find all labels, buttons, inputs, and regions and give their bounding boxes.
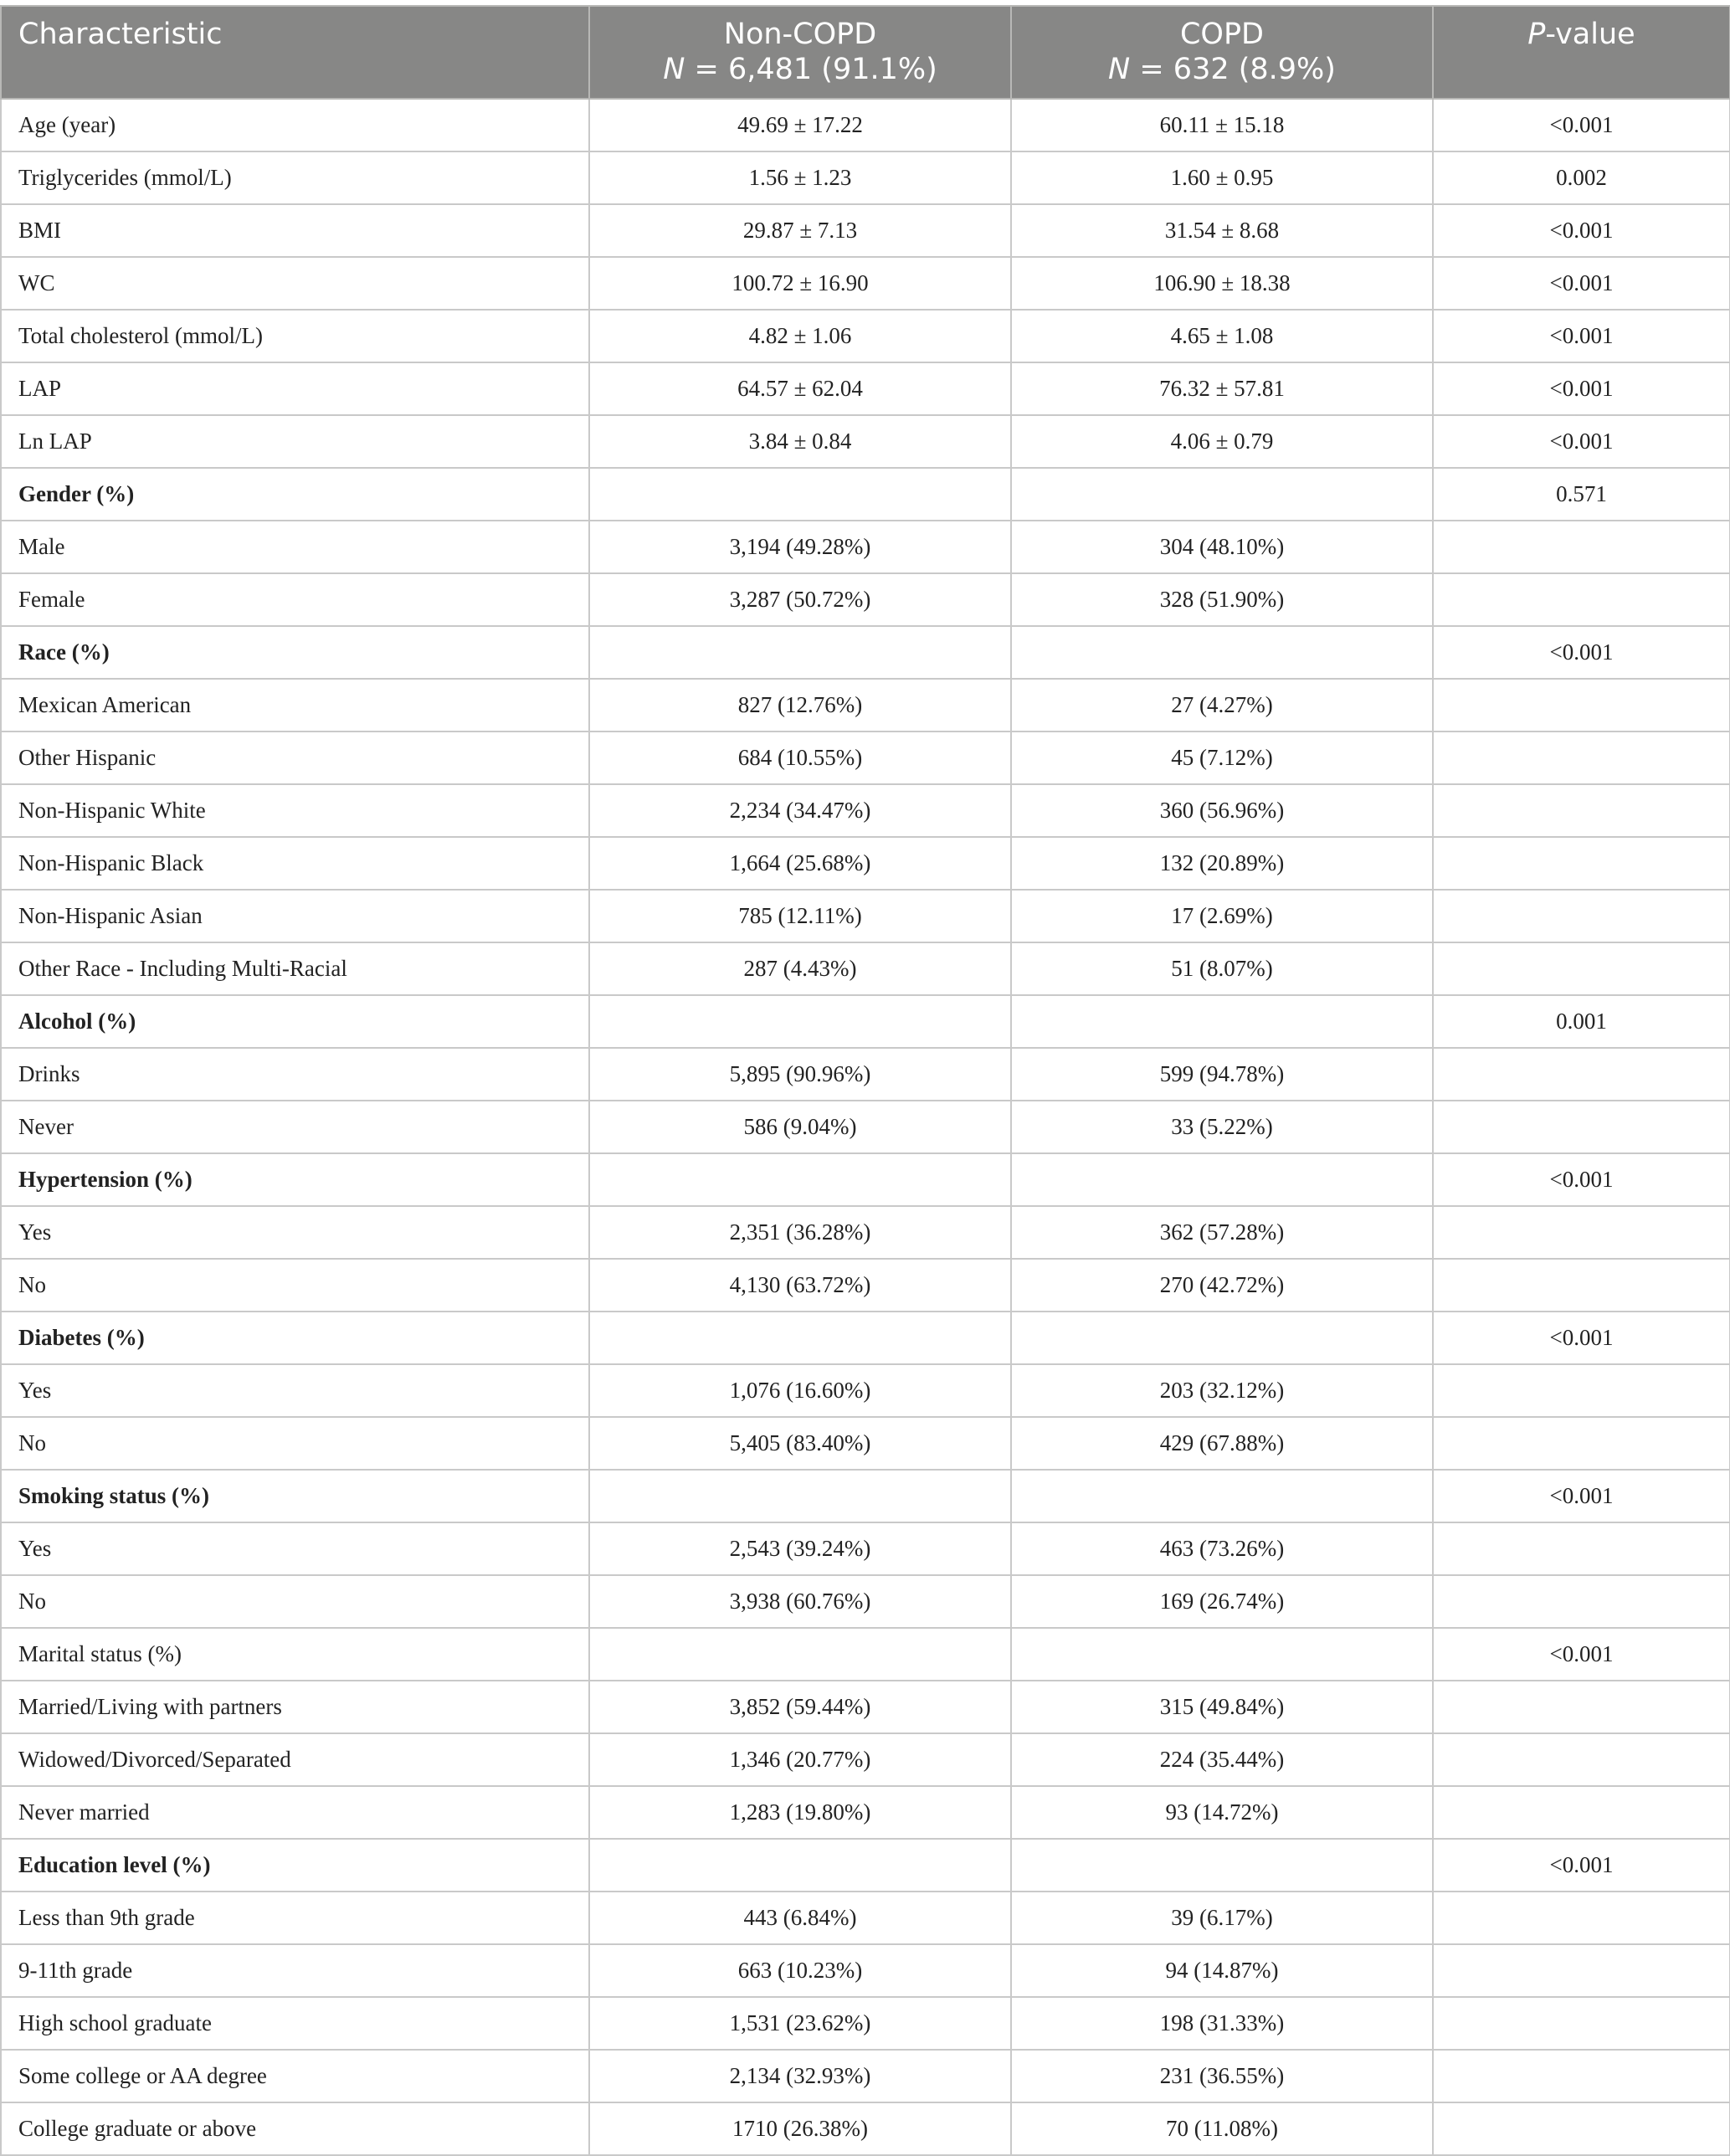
non-copd-value bbox=[589, 1153, 1011, 1206]
table-row bbox=[1, 468, 1730, 521]
non-copd-value: 1710 (26.38%) bbox=[589, 2102, 1011, 2155]
row-label: Drinks bbox=[1, 1048, 589, 1101]
row-label: Married/Living with partners bbox=[1, 1681, 589, 1733]
p-value bbox=[1433, 1575, 1730, 1628]
p-value bbox=[1433, 521, 1730, 573]
table-row bbox=[1, 1944, 1730, 1997]
copd-value: 70 (11.08%) bbox=[1011, 2102, 1433, 2155]
characteristics-table bbox=[0, 5, 1730, 2156]
p-value: <0.001 bbox=[1433, 415, 1730, 468]
table-row bbox=[1, 942, 1730, 995]
copd-value: 17 (2.69%) bbox=[1011, 890, 1433, 942]
p-value: 0.571 bbox=[1433, 468, 1730, 521]
row-label: Mexican American bbox=[1, 679, 589, 732]
p-value bbox=[1433, 1681, 1730, 1733]
non-copd-value: 49.69 ± 17.22 bbox=[589, 99, 1011, 151]
p-value: <0.001 bbox=[1433, 1312, 1730, 1364]
row-label: Other Race - Including Multi-Racial bbox=[1, 942, 589, 995]
copd-value: 360 (56.96%) bbox=[1011, 784, 1433, 837]
table-row bbox=[1, 1839, 1730, 1892]
p-value bbox=[1433, 1101, 1730, 1153]
p-value: 0.002 bbox=[1433, 151, 1730, 204]
table-row bbox=[1, 1206, 1730, 1259]
table-row bbox=[1, 204, 1730, 257]
copd-value: 463 (73.26%) bbox=[1011, 1522, 1433, 1575]
non-copd-value: 3,287 (50.72%) bbox=[589, 573, 1011, 626]
table-row bbox=[1, 1364, 1730, 1417]
header-copd-count bbox=[1029, 52, 1415, 87]
table-row bbox=[1, 1522, 1730, 1575]
header-non-copd-n-value: = 6,481 (91.1%) bbox=[685, 53, 937, 86]
header-copd-content bbox=[1029, 7, 1415, 87]
table-row bbox=[1, 1892, 1730, 1944]
table-row bbox=[1, 784, 1730, 837]
non-copd-value bbox=[589, 468, 1011, 521]
table-row bbox=[1, 257, 1730, 310]
p-value bbox=[1433, 732, 1730, 784]
table-row bbox=[1, 1470, 1730, 1522]
non-copd-value: 1,076 (16.60%) bbox=[589, 1364, 1011, 1417]
header-row bbox=[1, 6, 1730, 99]
non-copd-value: 1.56 ± 1.23 bbox=[589, 151, 1011, 204]
copd-value: 315 (49.84%) bbox=[1011, 1681, 1433, 1733]
copd-value bbox=[1011, 995, 1433, 1048]
header-copd-n-value: = 632 (8.9%) bbox=[1130, 53, 1336, 86]
non-copd-value: 4,130 (63.72%) bbox=[589, 1259, 1011, 1312]
p-value: <0.001 bbox=[1433, 99, 1730, 151]
p-value bbox=[1433, 1259, 1730, 1312]
copd-value: 33 (5.22%) bbox=[1011, 1101, 1433, 1153]
row-label: Never married bbox=[1, 1786, 589, 1839]
p-value bbox=[1433, 679, 1730, 732]
non-copd-value: 785 (12.11%) bbox=[589, 890, 1011, 942]
copd-value: 31.54 ± 8.68 bbox=[1011, 204, 1433, 257]
row-label: No bbox=[1, 1575, 589, 1628]
table-row bbox=[1, 837, 1730, 890]
table-row bbox=[1, 1681, 1730, 1733]
table-row bbox=[1, 1101, 1730, 1153]
non-copd-value: 1,531 (23.62%) bbox=[589, 1997, 1011, 2050]
row-label: Gender (%) bbox=[1, 468, 589, 521]
row-label: Education level (%) bbox=[1, 1839, 589, 1892]
row-label: Non-Hispanic Asian bbox=[1, 890, 589, 942]
p-value bbox=[1433, 1206, 1730, 1259]
non-copd-value: 1,283 (19.80%) bbox=[589, 1786, 1011, 1839]
p-value bbox=[1433, 1048, 1730, 1101]
copd-value: 328 (51.90%) bbox=[1011, 573, 1433, 626]
p-value bbox=[1433, 1417, 1730, 1470]
non-copd-value: 3,194 (49.28%) bbox=[589, 521, 1011, 573]
non-copd-value: 2,134 (32.93%) bbox=[589, 2050, 1011, 2102]
non-copd-value: 287 (4.43%) bbox=[589, 942, 1011, 995]
row-label: Non-Hispanic Black bbox=[1, 837, 589, 890]
copd-value bbox=[1011, 1628, 1433, 1681]
row-label: Female bbox=[1, 573, 589, 626]
row-label: 9-11th grade bbox=[1, 1944, 589, 1997]
header-non-copd-name: Non-COPD bbox=[723, 18, 877, 51]
p-value bbox=[1433, 1733, 1730, 1786]
non-copd-value: 684 (10.55%) bbox=[589, 732, 1011, 784]
non-copd-value bbox=[589, 1312, 1011, 1364]
p-value bbox=[1433, 573, 1730, 626]
row-label: Yes bbox=[1, 1522, 589, 1575]
header-non-copd-content bbox=[607, 7, 993, 87]
row-label: WC bbox=[1, 257, 589, 310]
p-value: <0.001 bbox=[1433, 1470, 1730, 1522]
p-value: <0.001 bbox=[1433, 1153, 1730, 1206]
p-value: <0.001 bbox=[1433, 310, 1730, 362]
row-label: Yes bbox=[1, 1364, 589, 1417]
non-copd-value: 5,405 (83.40%) bbox=[589, 1417, 1011, 1470]
copd-value bbox=[1011, 1470, 1433, 1522]
non-copd-value: 5,895 (90.96%) bbox=[589, 1048, 1011, 1101]
header-pvalue-p: P bbox=[1527, 18, 1546, 51]
non-copd-value: 2,351 (36.28%) bbox=[589, 1206, 1011, 1259]
table-row bbox=[1, 679, 1730, 732]
p-value bbox=[1433, 1944, 1730, 1997]
non-copd-value: 663 (10.23%) bbox=[589, 1944, 1011, 1997]
copd-value: 94 (14.87%) bbox=[1011, 1944, 1433, 1997]
row-label: Total cholesterol (mmol/L) bbox=[1, 310, 589, 362]
p-value: <0.001 bbox=[1433, 362, 1730, 415]
row-label: Non-Hispanic White bbox=[1, 784, 589, 837]
p-value bbox=[1433, 942, 1730, 995]
table-row bbox=[1, 362, 1730, 415]
table-row bbox=[1, 151, 1730, 204]
non-copd-value: 443 (6.84%) bbox=[589, 1892, 1011, 1944]
p-value bbox=[1433, 1892, 1730, 1944]
copd-value bbox=[1011, 1153, 1433, 1206]
row-label: Other Hispanic bbox=[1, 732, 589, 784]
p-value bbox=[1433, 1364, 1730, 1417]
row-label: Widowed/Divorced/Separated bbox=[1, 1733, 589, 1786]
non-copd-value: 3,938 (60.76%) bbox=[589, 1575, 1011, 1628]
non-copd-value: 64.57 ± 62.04 bbox=[589, 362, 1011, 415]
p-value: 0.001 bbox=[1433, 995, 1730, 1048]
copd-value: 60.11 ± 15.18 bbox=[1011, 99, 1433, 151]
row-label: Diabetes (%) bbox=[1, 1312, 589, 1364]
row-label: Age (year) bbox=[1, 99, 589, 151]
table-row bbox=[1, 521, 1730, 573]
copd-value: 76.32 ± 57.81 bbox=[1011, 362, 1433, 415]
copd-value: 27 (4.27%) bbox=[1011, 679, 1433, 732]
table-row bbox=[1, 1153, 1730, 1206]
non-copd-value: 29.87 ± 7.13 bbox=[589, 204, 1011, 257]
table-row bbox=[1, 2050, 1730, 2102]
copd-value: 169 (26.74%) bbox=[1011, 1575, 1433, 1628]
non-copd-value: 827 (12.76%) bbox=[589, 679, 1011, 732]
p-value bbox=[1433, 784, 1730, 837]
header-pvalue bbox=[1433, 6, 1730, 99]
copd-value bbox=[1011, 1839, 1433, 1892]
table-row bbox=[1, 573, 1730, 626]
non-copd-value: 1,664 (25.68%) bbox=[589, 837, 1011, 890]
copd-value: 599 (94.78%) bbox=[1011, 1048, 1433, 1101]
copd-value: 224 (35.44%) bbox=[1011, 1733, 1433, 1786]
p-value bbox=[1433, 1997, 1730, 2050]
p-value bbox=[1433, 2050, 1730, 2102]
header-characteristic bbox=[1, 6, 589, 99]
copd-value: 1.60 ± 0.95 bbox=[1011, 151, 1433, 204]
table-row bbox=[1, 1628, 1730, 1681]
copd-value bbox=[1011, 1312, 1433, 1364]
row-label: Yes bbox=[1, 1206, 589, 1259]
row-label: No bbox=[1, 1417, 589, 1470]
p-value bbox=[1433, 1786, 1730, 1839]
non-copd-value bbox=[589, 1470, 1011, 1522]
header-pvalue-suffix: -value bbox=[1545, 18, 1635, 51]
row-label: High school graduate bbox=[1, 1997, 589, 2050]
row-label: College graduate or above bbox=[1, 2102, 589, 2155]
row-label: Race (%) bbox=[1, 626, 589, 679]
copd-value: 39 (6.17%) bbox=[1011, 1892, 1433, 1944]
non-copd-value: 1,346 (20.77%) bbox=[589, 1733, 1011, 1786]
copd-value: 4.06 ± 0.79 bbox=[1011, 415, 1433, 468]
p-value bbox=[1433, 2102, 1730, 2155]
copd-value: 198 (31.33%) bbox=[1011, 1997, 1433, 2050]
non-copd-value: 3,852 (59.44%) bbox=[589, 1681, 1011, 1733]
header-copd bbox=[1011, 6, 1433, 99]
header-characteristic-label: Characteristic bbox=[18, 18, 223, 51]
header-non-copd-n-label: N bbox=[663, 53, 685, 86]
row-label: Ln LAP bbox=[1, 415, 589, 468]
p-value: <0.001 bbox=[1433, 1839, 1730, 1892]
copd-value: 45 (7.12%) bbox=[1011, 732, 1433, 784]
copd-value: 270 (42.72%) bbox=[1011, 1259, 1433, 1312]
row-label: Less than 9th grade bbox=[1, 1892, 589, 1944]
table-row bbox=[1, 99, 1730, 151]
table-row bbox=[1, 1259, 1730, 1312]
non-copd-value: 586 (9.04%) bbox=[589, 1101, 1011, 1153]
non-copd-value: 100.72 ± 16.90 bbox=[589, 257, 1011, 310]
row-label: BMI bbox=[1, 204, 589, 257]
row-label: Hypertension (%) bbox=[1, 1153, 589, 1206]
table-header bbox=[1, 6, 1730, 99]
row-label: Alcohol (%) bbox=[1, 995, 589, 1048]
header-copd-n-label: N bbox=[1108, 53, 1131, 86]
copd-value: 362 (57.28%) bbox=[1011, 1206, 1433, 1259]
header-non-copd-count bbox=[607, 52, 993, 87]
table-row bbox=[1, 1417, 1730, 1470]
table-row bbox=[1, 1312, 1730, 1364]
table-row bbox=[1, 1575, 1730, 1628]
table-row bbox=[1, 1786, 1730, 1839]
p-value bbox=[1433, 890, 1730, 942]
row-label: Male bbox=[1, 521, 589, 573]
table-row bbox=[1, 626, 1730, 679]
p-value bbox=[1433, 837, 1730, 890]
non-copd-value bbox=[589, 626, 1011, 679]
copd-value: 304 (48.10%) bbox=[1011, 521, 1433, 573]
copd-value bbox=[1011, 468, 1433, 521]
p-value bbox=[1433, 1522, 1730, 1575]
row-label: LAP bbox=[1, 362, 589, 415]
non-copd-value bbox=[589, 995, 1011, 1048]
non-copd-value: 2,543 (39.24%) bbox=[589, 1522, 1011, 1575]
header-copd-name: COPD bbox=[1179, 18, 1265, 51]
p-value: <0.001 bbox=[1433, 1628, 1730, 1681]
copd-value: 106.90 ± 18.38 bbox=[1011, 257, 1433, 310]
table-row bbox=[1, 995, 1730, 1048]
row-label: No bbox=[1, 1259, 589, 1312]
copd-value: 93 (14.72%) bbox=[1011, 1786, 1433, 1839]
copd-value bbox=[1011, 626, 1433, 679]
table-row bbox=[1, 1048, 1730, 1101]
table-body bbox=[1, 99, 1730, 2155]
table-row bbox=[1, 415, 1730, 468]
copd-value: 203 (32.12%) bbox=[1011, 1364, 1433, 1417]
copd-value: 429 (67.88%) bbox=[1011, 1417, 1433, 1470]
copd-value: 231 (36.55%) bbox=[1011, 2050, 1433, 2102]
table-row bbox=[1, 1733, 1730, 1786]
table-row bbox=[1, 1997, 1730, 2050]
row-label: Some college or AA degree bbox=[1, 2050, 589, 2102]
table-row bbox=[1, 2102, 1730, 2155]
header-pvalue-label bbox=[1450, 7, 1712, 52]
table-row bbox=[1, 732, 1730, 784]
table-row bbox=[1, 890, 1730, 942]
non-copd-value bbox=[589, 1628, 1011, 1681]
p-value: <0.001 bbox=[1433, 257, 1730, 310]
row-label: Marital status (%) bbox=[1, 1628, 589, 1681]
row-label: Triglycerides (mmol/L) bbox=[1, 151, 589, 204]
header-non-copd bbox=[589, 6, 1011, 99]
non-copd-value bbox=[589, 1839, 1011, 1892]
p-value: <0.001 bbox=[1433, 626, 1730, 679]
non-copd-value: 3.84 ± 0.84 bbox=[589, 415, 1011, 468]
row-label: Never bbox=[1, 1101, 589, 1153]
copd-value: 132 (20.89%) bbox=[1011, 837, 1433, 890]
copd-value: 4.65 ± 1.08 bbox=[1011, 310, 1433, 362]
non-copd-value: 4.82 ± 1.06 bbox=[589, 310, 1011, 362]
p-value: <0.001 bbox=[1433, 204, 1730, 257]
table-row bbox=[1, 310, 1730, 362]
non-copd-value: 2,234 (34.47%) bbox=[589, 784, 1011, 837]
row-label: Smoking status (%) bbox=[1, 1470, 589, 1522]
copd-value: 51 (8.07%) bbox=[1011, 942, 1433, 995]
